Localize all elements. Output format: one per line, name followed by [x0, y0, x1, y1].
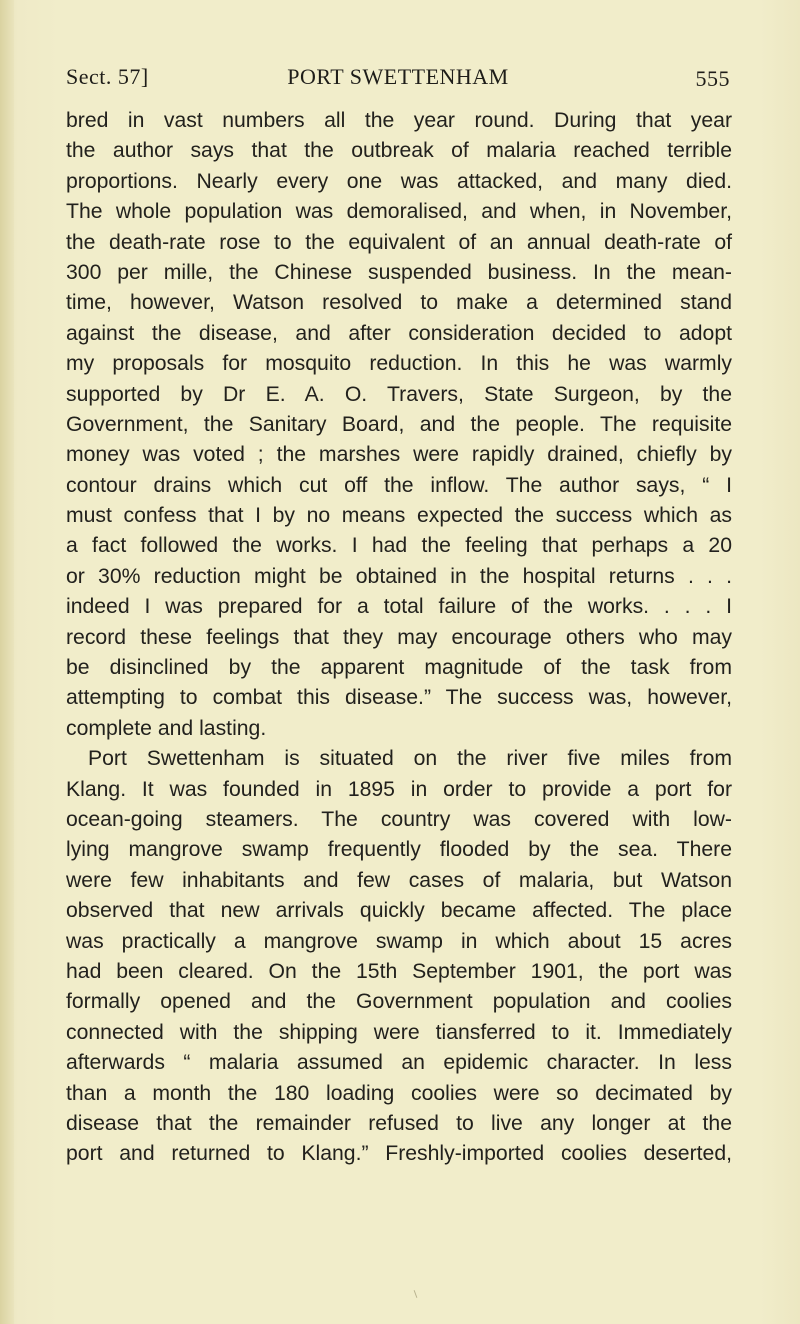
body-text	[66, 106, 732, 1170]
text-line: my proposals for mosquito reduction. In this he was warmly	[66, 352, 732, 376]
text-line: were few inhabitants and few cases of malaria, but Watson	[66, 868, 732, 892]
text-line: ocean-going steamers. The country was covered with low-	[66, 807, 732, 831]
text-line: the death-rate rose to the equivalent of an annual death-rate of	[66, 230, 732, 254]
text-line: observed that new arrivals quickly became affected. The place	[66, 899, 732, 923]
text-line: record these feelings that they may encourage others who may	[66, 625, 732, 649]
text-line: port and returned to Klang.” Freshly-imported coolies deserted,	[66, 1142, 732, 1166]
text-line: supported by Dr E. A. O. Travers, State Surgeon, by the	[66, 382, 732, 406]
text-line: the author says that the outbreak of malaria reached terrible	[66, 139, 732, 163]
text-line: be disinclined by the apparent magnitude of the task from	[66, 656, 732, 680]
paper-speck	[414, 1290, 418, 1298]
text-line: was practically a mangrove swamp in which about 15 acres	[66, 929, 732, 953]
text-line: than a month the 180 loading coolies were so decimated by	[66, 1081, 732, 1105]
running-title: PORT SWETTENHAM	[287, 64, 509, 89]
page-gutter	[0, 0, 14, 1324]
text-line: contour drains which cut off the inflow. The author says, “ I	[66, 473, 732, 497]
text-line: The whole population was demoralised, and when, in November,	[66, 200, 732, 224]
text-line: 300 per mille, the Chinese suspended business. In the mean-	[66, 260, 732, 284]
paragraph-start-line: Port Swettenham is situated on the river five miles from	[88, 747, 732, 771]
text-line: a fact followed the works. I had the feeling that perhaps a 20	[66, 534, 732, 558]
text-line: money was voted ; the marshes were rapidly drained, chiefly by	[66, 443, 732, 467]
text-line: afterwards “ malaria assumed an epidemic character. In less	[66, 1051, 732, 1075]
text-line: time, however, Watson resolved to make a determined stand	[66, 291, 732, 315]
section-reference: Sect. 57]	[66, 64, 149, 89]
text-line: Government, the Sanitary Board, and the people. The requisite	[66, 412, 732, 436]
text-line: or 30% reduction might be obtained in the hospital returns . . .	[66, 564, 732, 588]
text-line: disease that the remainder refused to live any longer at the	[66, 1111, 732, 1135]
text-line: bred in vast numbers all the year round. During that year	[66, 109, 732, 132]
text-line: proportions. Nearly every one was attacked, and many died.	[66, 169, 732, 193]
text-line: lying mangrove swamp frequently flooded by the sea. There	[66, 838, 732, 862]
text-line: Klang. It was founded in 1895 in order to provide a port for	[66, 777, 732, 801]
text-line: formally opened and the Government population and coolies	[66, 990, 732, 1014]
text-line: indeed I was prepared for a total failure of the works. . . . I	[66, 595, 732, 619]
text-line: connected with the shipping were tiansferred to it. Immediately	[66, 1020, 732, 1044]
text-line: attempting to combat this disease.” The success was, however,	[66, 686, 732, 710]
page-number: 555	[695, 66, 730, 91]
running-header	[66, 64, 730, 94]
text-line: had been cleared. On the 15th September 1901, the port was	[66, 959, 732, 983]
paragraph-end-line: complete and lasting.	[66, 716, 267, 740]
text-line: must confess that I by no means expected the success which as	[66, 504, 732, 528]
text-line: against the disease, and after consideration decided to adopt	[66, 321, 732, 345]
